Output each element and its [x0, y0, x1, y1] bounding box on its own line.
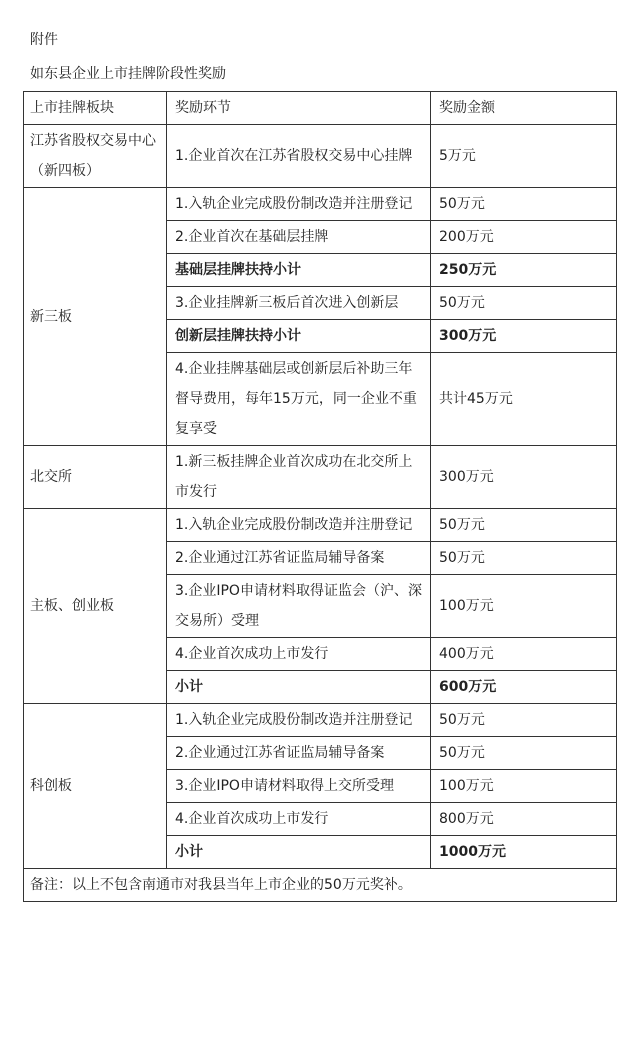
table-row: [24, 446, 617, 509]
amount-cell: 共计45万元: [431, 353, 617, 446]
subtotal-label: 小计: [167, 836, 431, 869]
table-row: [24, 509, 617, 542]
amount-cell: 50万元: [431, 188, 617, 221]
subtotal-label: 基础层挂牌扶持小计: [167, 254, 431, 287]
subtotal-amount: 600万元: [431, 671, 617, 704]
item-cell: 1.入轨企业完成股份制改造并注册登记: [167, 188, 431, 221]
subtotal-label: 小计: [167, 671, 431, 704]
amount-cell: 5万元: [431, 125, 617, 188]
reward-table: [23, 91, 617, 902]
subtotal-label: 创新层挂牌扶持小计: [167, 320, 431, 353]
item-cell: 1.企业首次在江苏省股权交易中心挂牌: [167, 125, 431, 188]
item-cell: 3.企业挂牌新三板后首次进入创新层: [167, 287, 431, 320]
subtotal-amount: 250万元: [431, 254, 617, 287]
table-row: [24, 704, 617, 737]
item-cell: 1.入轨企业完成股份制改造并注册登记: [167, 704, 431, 737]
item-cell: 2.企业通过江苏省证监局辅导备案: [167, 542, 431, 575]
header-item: 奖励环节: [167, 92, 431, 125]
item-cell: 4.企业挂牌基础层或创新层后补助三年督导费用，每年15万元，同一企业不重复享受: [167, 353, 431, 446]
amount-cell: 50万元: [431, 509, 617, 542]
item-cell: 3.企业IPO申请材料取得上交所受理: [167, 770, 431, 803]
board-cell: 江苏省股权交易中心（新四板）: [24, 125, 167, 188]
footnote: 备注：以上不包含南通市对我县当年上市企业的50万元奖补。: [24, 869, 617, 902]
item-cell: 1.新三板挂牌企业首次成功在北交所上市发行: [167, 446, 431, 509]
amount-cell: 50万元: [431, 542, 617, 575]
amount-cell: 400万元: [431, 638, 617, 671]
amount-cell: 100万元: [431, 575, 617, 638]
header-row: [24, 92, 617, 125]
amount-cell: 300万元: [431, 446, 617, 509]
item-cell: 1.入轨企业完成股份制改造并注册登记: [167, 509, 431, 542]
header-amount: 奖励金额: [431, 92, 617, 125]
subtotal-amount: 1000万元: [431, 836, 617, 869]
subtotal-amount: 300万元: [431, 320, 617, 353]
page-title: 如东县企业上市挂牌阶段性奖励: [30, 66, 226, 82]
item-cell: 2.企业首次在基础层挂牌: [167, 221, 431, 254]
amount-cell: 50万元: [431, 704, 617, 737]
board-cell: 新三板: [24, 188, 167, 446]
board-cell: 科创板: [24, 704, 167, 869]
note-row: [24, 869, 617, 902]
header-board: 上市挂牌板块: [24, 92, 167, 125]
amount-cell: 50万元: [431, 287, 617, 320]
amount-cell: 800万元: [431, 803, 617, 836]
board-cell: 北交所: [24, 446, 167, 509]
amount-cell: 100万元: [431, 770, 617, 803]
attachment-label: 附件: [30, 32, 58, 48]
item-cell: 4.企业首次成功上市发行: [167, 803, 431, 836]
item-cell: 2.企业通过江苏省证监局辅导备案: [167, 737, 431, 770]
table-row: [24, 125, 617, 188]
table-row: [24, 188, 617, 221]
amount-cell: 50万元: [431, 737, 617, 770]
item-cell: 3.企业IPO申请材料取得证监会（沪、深交易所）受理: [167, 575, 431, 638]
item-cell: 4.企业首次成功上市发行: [167, 638, 431, 671]
amount-cell: 200万元: [431, 221, 617, 254]
board-cell: 主板、创业板: [24, 509, 167, 704]
